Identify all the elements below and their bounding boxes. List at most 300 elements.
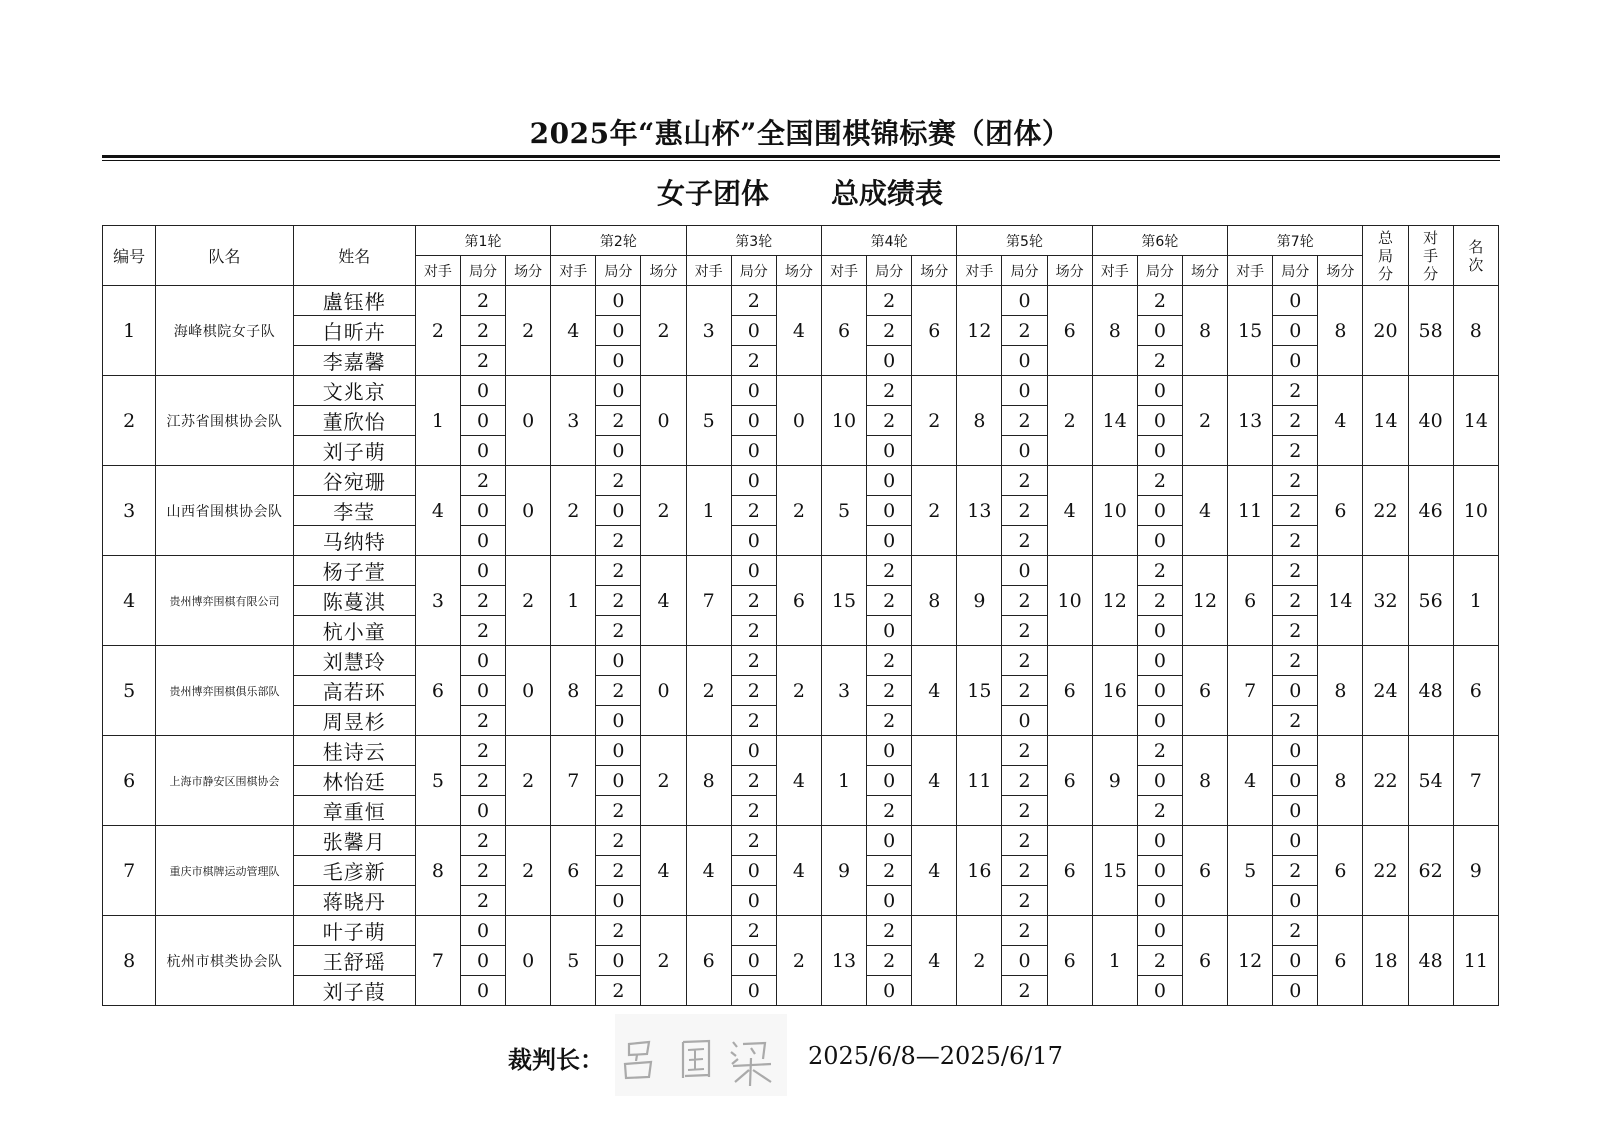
round-game-points: 0 (1002, 376, 1047, 406)
round-match-points: 0 (506, 916, 551, 1006)
subtitle-division: 女子团体 (656, 177, 769, 210)
round-opponent: 16 (957, 826, 1002, 916)
round-game-points: 2 (1002, 886, 1047, 916)
round-match-points: 6 (1182, 826, 1227, 916)
round-opponent: 15 (1092, 826, 1137, 916)
header-round-5: 第5轮 (957, 226, 1092, 256)
round-game-points: 2 (1137, 736, 1182, 766)
round-game-points: 2 (596, 676, 641, 706)
header-game-points: 局分 (460, 256, 505, 286)
round-game-points: 0 (1273, 826, 1318, 856)
round-game-points: 0 (867, 826, 912, 856)
round-opponent: 4 (1228, 736, 1273, 826)
round-opponent: 13 (1228, 376, 1273, 466)
round-opponent: 7 (1228, 646, 1273, 736)
table-row (103, 556, 1499, 586)
round-game-points: 0 (460, 436, 505, 466)
team-number: 1 (103, 286, 156, 376)
player-name: 叶子萌 (293, 916, 415, 946)
team-rank: 14 (1453, 376, 1498, 466)
round-game-points: 0 (596, 946, 641, 976)
round-match-points: 2 (912, 466, 957, 556)
opponent-points: 54 (1408, 736, 1453, 826)
header-match-points: 场分 (641, 256, 686, 286)
round-match-points: 8 (1318, 286, 1363, 376)
round-match-points: 4 (912, 916, 957, 1006)
header-match-points: 场分 (506, 256, 551, 286)
round-opponent: 8 (415, 826, 460, 916)
round-game-points: 2 (867, 286, 912, 316)
round-game-points: 0 (596, 346, 641, 376)
round-match-points: 0 (776, 376, 821, 466)
round-opponent: 6 (415, 646, 460, 736)
round-game-points: 2 (1273, 496, 1318, 526)
round-match-points: 0 (641, 646, 686, 736)
round-game-points: 0 (460, 406, 505, 436)
round-game-points: 2 (867, 856, 912, 886)
player-name: 蒋晓丹 (293, 886, 415, 916)
table-row (103, 286, 1499, 316)
results-table (102, 225, 1499, 1006)
player-name: 高若环 (293, 676, 415, 706)
round-match-points: 2 (776, 646, 821, 736)
team-rank: 10 (1453, 466, 1498, 556)
round-match-points: 2 (1182, 376, 1227, 466)
round-game-points: 2 (1273, 916, 1318, 946)
round-opponent: 13 (821, 916, 866, 1006)
round-opponent: 2 (957, 916, 1002, 1006)
round-game-points: 2 (596, 826, 641, 856)
round-game-points: 0 (867, 466, 912, 496)
document-subtitle (0, 172, 1600, 212)
player-name: 章重恒 (293, 796, 415, 826)
total-game-points: 14 (1363, 376, 1408, 466)
round-match-points: 6 (1047, 646, 1092, 736)
round-game-points: 0 (731, 886, 776, 916)
round-match-points: 2 (506, 736, 551, 826)
team-name: 重庆市棋牌运动管理队 (156, 826, 293, 916)
player-name: 刘慧玲 (293, 646, 415, 676)
round-game-points: 2 (1002, 826, 1047, 856)
round-opponent: 5 (686, 376, 731, 466)
header-team: 队名 (156, 226, 293, 286)
team-name: 杭州市棋类协会队 (156, 916, 293, 1006)
round-game-points: 2 (1002, 526, 1047, 556)
header-round-4: 第4轮 (821, 226, 956, 256)
round-game-points: 2 (1273, 706, 1318, 736)
header-total-game-points: 总 局 分 (1363, 226, 1408, 286)
round-game-points: 0 (1137, 676, 1182, 706)
round-opponent: 6 (686, 916, 731, 1006)
round-game-points: 0 (867, 886, 912, 916)
team-rank: 1 (1453, 556, 1498, 646)
round-opponent: 14 (1092, 376, 1137, 466)
opponent-points: 48 (1408, 646, 1453, 736)
round-game-points: 0 (596, 376, 641, 406)
round-game-points: 0 (1273, 316, 1318, 346)
round-game-points: 2 (867, 586, 912, 616)
round-game-points: 2 (460, 826, 505, 856)
round-opponent: 10 (1092, 466, 1137, 556)
round-opponent: 9 (1092, 736, 1137, 826)
round-game-points: 0 (460, 676, 505, 706)
round-game-points: 0 (1137, 706, 1182, 736)
round-game-points: 2 (867, 796, 912, 826)
player-name: 毛彦新 (293, 856, 415, 886)
round-game-points: 2 (460, 286, 505, 316)
round-game-points: 0 (1273, 796, 1318, 826)
player-name: 董欣怡 (293, 406, 415, 436)
round-opponent: 15 (821, 556, 866, 646)
round-game-points: 2 (1137, 466, 1182, 496)
header-match-points: 场分 (912, 256, 957, 286)
round-game-points: 2 (1002, 766, 1047, 796)
round-opponent: 15 (1228, 286, 1273, 376)
table-row (103, 916, 1499, 946)
round-opponent: 9 (821, 826, 866, 916)
round-game-points: 0 (1137, 526, 1182, 556)
round-game-points: 0 (1273, 676, 1318, 706)
player-name: 马纳特 (293, 526, 415, 556)
team-number: 6 (103, 736, 156, 826)
round-opponent: 7 (415, 916, 460, 1006)
round-game-points: 0 (596, 766, 641, 796)
round-match-points: 2 (1047, 376, 1092, 466)
round-opponent: 8 (957, 376, 1002, 466)
round-game-points: 0 (460, 796, 505, 826)
player-name: 白昕卉 (293, 316, 415, 346)
round-game-points: 2 (731, 616, 776, 646)
round-game-points: 0 (1273, 286, 1318, 316)
round-match-points: 6 (1318, 826, 1363, 916)
round-opponent: 7 (551, 736, 596, 826)
round-game-points: 2 (867, 946, 912, 976)
round-game-points: 0 (596, 286, 641, 316)
round-game-points: 0 (460, 946, 505, 976)
round-game-points: 2 (1273, 406, 1318, 436)
opponent-points: 40 (1408, 376, 1453, 466)
round-game-points: 2 (596, 526, 641, 556)
round-match-points: 4 (641, 556, 686, 646)
header-opponent: 对手 (686, 256, 731, 286)
header-opponent: 对手 (415, 256, 460, 286)
round-game-points: 2 (867, 376, 912, 406)
round-match-points: 6 (1047, 286, 1092, 376)
round-opponent: 8 (551, 646, 596, 736)
round-game-points: 0 (731, 466, 776, 496)
round-game-points: 0 (731, 406, 776, 436)
round-game-points: 2 (1273, 646, 1318, 676)
round-opponent: 11 (957, 736, 1002, 826)
round-game-points: 0 (1273, 976, 1318, 1006)
title-rule-thin (102, 160, 1500, 161)
round-opponent: 7 (686, 556, 731, 646)
round-game-points: 0 (1273, 346, 1318, 376)
round-game-points: 2 (460, 856, 505, 886)
round-match-points: 6 (1318, 466, 1363, 556)
round-opponent: 4 (686, 826, 731, 916)
round-game-points: 2 (1273, 586, 1318, 616)
team-number: 3 (103, 466, 156, 556)
round-match-points: 4 (641, 826, 686, 916)
round-game-points: 0 (731, 736, 776, 766)
total-game-points: 18 (1363, 916, 1408, 1006)
round-opponent: 5 (551, 916, 596, 1006)
round-game-points: 2 (1002, 316, 1047, 346)
round-game-points: 2 (1273, 556, 1318, 586)
team-name: 上海市静安区围棋协会 (156, 736, 293, 826)
round-match-points: 2 (641, 736, 686, 826)
round-game-points: 2 (596, 406, 641, 436)
round-game-points: 2 (1273, 526, 1318, 556)
round-opponent: 6 (1228, 556, 1273, 646)
round-opponent: 1 (551, 556, 596, 646)
round-game-points: 2 (460, 736, 505, 766)
round-match-points: 0 (506, 646, 551, 736)
subtitle-table-name: 总成绩表 (831, 177, 944, 210)
header-opponent: 对手 (551, 256, 596, 286)
round-game-points: 2 (867, 916, 912, 946)
round-match-points: 4 (912, 736, 957, 826)
header-round-7: 第7轮 (1228, 226, 1363, 256)
round-game-points: 2 (596, 466, 641, 496)
round-match-points: 4 (912, 646, 957, 736)
round-opponent: 3 (551, 376, 596, 466)
round-match-points: 12 (1182, 556, 1227, 646)
round-game-points: 0 (1273, 766, 1318, 796)
total-game-points: 22 (1363, 826, 1408, 916)
total-game-points: 24 (1363, 646, 1408, 736)
round-game-points: 2 (1137, 346, 1182, 376)
round-opponent: 9 (957, 556, 1002, 646)
round-game-points: 0 (731, 526, 776, 556)
round-game-points: 2 (460, 886, 505, 916)
round-game-points: 2 (460, 586, 505, 616)
round-game-points: 2 (731, 826, 776, 856)
header-match-points: 场分 (776, 256, 821, 286)
round-opponent: 15 (957, 646, 1002, 736)
header-number: 编号 (103, 226, 156, 286)
header-round-3: 第3轮 (686, 226, 821, 256)
round-game-points: 0 (596, 436, 641, 466)
player-name: 谷宛珊 (293, 466, 415, 496)
header-round-1: 第1轮 (415, 226, 550, 256)
round-game-points: 2 (867, 676, 912, 706)
round-game-points: 2 (596, 916, 641, 946)
player-name: 张馨月 (293, 826, 415, 856)
round-match-points: 4 (776, 736, 821, 826)
round-game-points: 2 (1137, 286, 1182, 316)
round-opponent: 4 (415, 466, 460, 556)
header-match-points: 场分 (1318, 256, 1363, 286)
round-game-points: 0 (731, 436, 776, 466)
round-opponent: 5 (415, 736, 460, 826)
round-game-points: 2 (1002, 616, 1047, 646)
round-game-points: 0 (867, 766, 912, 796)
round-game-points: 2 (731, 286, 776, 316)
round-game-points: 0 (731, 556, 776, 586)
round-opponent: 2 (686, 646, 731, 736)
round-match-points: 4 (1182, 466, 1227, 556)
player-name: 杨子萱 (293, 556, 415, 586)
round-match-points: 8 (912, 556, 957, 646)
round-opponent: 13 (957, 466, 1002, 556)
round-match-points: 6 (1182, 916, 1227, 1006)
round-game-points: 0 (460, 646, 505, 676)
header-opponent: 对手 (1228, 256, 1273, 286)
player-name: 刘子萌 (293, 436, 415, 466)
round-game-points: 2 (731, 676, 776, 706)
table-row (103, 466, 1499, 496)
round-opponent: 6 (821, 286, 866, 376)
header-rank: 名 次 (1453, 226, 1498, 286)
round-game-points: 2 (460, 706, 505, 736)
round-game-points: 2 (1137, 556, 1182, 586)
player-name: 李嘉馨 (293, 346, 415, 376)
round-opponent: 12 (1228, 916, 1273, 1006)
round-game-points: 2 (867, 706, 912, 736)
round-opponent: 6 (551, 826, 596, 916)
player-name: 王舒瑶 (293, 946, 415, 976)
round-match-points: 2 (776, 466, 821, 556)
round-match-points: 2 (641, 286, 686, 376)
round-match-points: 0 (641, 376, 686, 466)
team-name: 江苏省围棋协会队 (156, 376, 293, 466)
round-game-points: 2 (596, 616, 641, 646)
round-game-points: 0 (1002, 706, 1047, 736)
round-game-points: 2 (596, 856, 641, 886)
round-match-points: 4 (776, 826, 821, 916)
round-match-points: 8 (1318, 736, 1363, 826)
round-match-points: 2 (506, 556, 551, 646)
total-game-points: 22 (1363, 736, 1408, 826)
total-game-points: 32 (1363, 556, 1408, 646)
round-game-points: 0 (1002, 556, 1047, 586)
round-opponent: 1 (686, 466, 731, 556)
round-game-points: 0 (731, 316, 776, 346)
round-opponent: 5 (821, 466, 866, 556)
round-opponent: 2 (415, 286, 460, 376)
round-match-points: 6 (912, 286, 957, 376)
round-game-points: 2 (1002, 646, 1047, 676)
header-match-points: 场分 (1047, 256, 1092, 286)
team-name: 山西省围棋协会队 (156, 466, 293, 556)
team-number: 7 (103, 826, 156, 916)
round-game-points: 2 (460, 316, 505, 346)
round-opponent: 4 (551, 286, 596, 376)
total-game-points: 22 (1363, 466, 1408, 556)
round-game-points: 0 (1137, 916, 1182, 946)
round-game-points: 0 (1137, 496, 1182, 526)
round-game-points: 0 (1137, 826, 1182, 856)
round-game-points: 2 (596, 586, 641, 616)
team-rank: 11 (1453, 916, 1498, 1006)
round-game-points: 0 (1137, 886, 1182, 916)
round-game-points: 2 (1002, 856, 1047, 886)
header-game-points: 局分 (731, 256, 776, 286)
table-row (103, 376, 1499, 406)
round-game-points: 2 (1273, 616, 1318, 646)
round-game-points: 2 (867, 556, 912, 586)
table-row (103, 736, 1499, 766)
round-match-points: 8 (1182, 286, 1227, 376)
round-opponent: 5 (1228, 826, 1273, 916)
round-opponent: 1 (1092, 916, 1137, 1006)
team-name: 海峰棋院女子队 (156, 286, 293, 376)
round-match-points: 4 (776, 286, 821, 376)
header-game-points: 局分 (596, 256, 641, 286)
table-row (103, 646, 1499, 676)
document-title: 2025年“惠山杯”全国围棋锦标赛（团体） (529, 117, 1071, 150)
header-opponent: 对手 (957, 256, 1002, 286)
round-opponent: 11 (1228, 466, 1273, 556)
round-game-points: 2 (460, 466, 505, 496)
round-game-points: 0 (1273, 886, 1318, 916)
header-opponent: 对手 (821, 256, 866, 286)
round-game-points: 2 (867, 316, 912, 346)
round-game-points: 2 (596, 556, 641, 586)
round-match-points: 2 (912, 376, 957, 466)
player-name: 周昱杉 (293, 706, 415, 736)
round-match-points: 6 (1047, 736, 1092, 826)
round-match-points: 8 (1182, 736, 1227, 826)
player-name: 李莹 (293, 496, 415, 526)
round-game-points: 0 (731, 856, 776, 886)
team-number: 5 (103, 646, 156, 736)
round-game-points: 2 (731, 706, 776, 736)
round-opponent: 3 (415, 556, 460, 646)
round-match-points: 4 (912, 826, 957, 916)
round-game-points: 2 (460, 346, 505, 376)
round-match-points: 2 (506, 286, 551, 376)
round-match-points: 0 (506, 376, 551, 466)
round-match-points: 10 (1047, 556, 1092, 646)
round-game-points: 0 (731, 976, 776, 1006)
header-opponent: 对手 (1092, 256, 1137, 286)
round-game-points: 0 (731, 946, 776, 976)
header-game-points: 局分 (1273, 256, 1318, 286)
round-opponent: 10 (821, 376, 866, 466)
round-game-points: 0 (596, 316, 641, 346)
round-game-points: 0 (1137, 436, 1182, 466)
round-game-points: 0 (1137, 856, 1182, 886)
round-game-points: 0 (460, 556, 505, 586)
header-round-6: 第6轮 (1092, 226, 1227, 256)
round-game-points: 2 (1137, 946, 1182, 976)
round-match-points: 2 (506, 826, 551, 916)
round-game-points: 0 (460, 916, 505, 946)
table-row (103, 826, 1499, 856)
opponent-points: 48 (1408, 916, 1453, 1006)
round-game-points: 0 (1002, 436, 1047, 466)
round-opponent: 12 (957, 286, 1002, 376)
round-opponent: 8 (686, 736, 731, 826)
round-game-points: 2 (460, 616, 505, 646)
header-row-rounds (103, 226, 1499, 256)
team-number: 4 (103, 556, 156, 646)
chief-referee-signature (615, 1014, 787, 1096)
player-name: 杭小童 (293, 616, 415, 646)
round-match-points: 2 (641, 916, 686, 1006)
player-name: 陈蔓淇 (293, 586, 415, 616)
round-game-points: 0 (867, 436, 912, 466)
round-game-points: 2 (1273, 466, 1318, 496)
round-game-points: 2 (867, 646, 912, 676)
tournament-date-range: 2025/6/8—2025/6/17 (808, 1042, 1063, 1070)
chief-referee-label: 裁判长： (508, 1046, 604, 1074)
team-name: 贵州博弈围棋俱乐部队 (156, 646, 293, 736)
round-opponent: 1 (415, 376, 460, 466)
